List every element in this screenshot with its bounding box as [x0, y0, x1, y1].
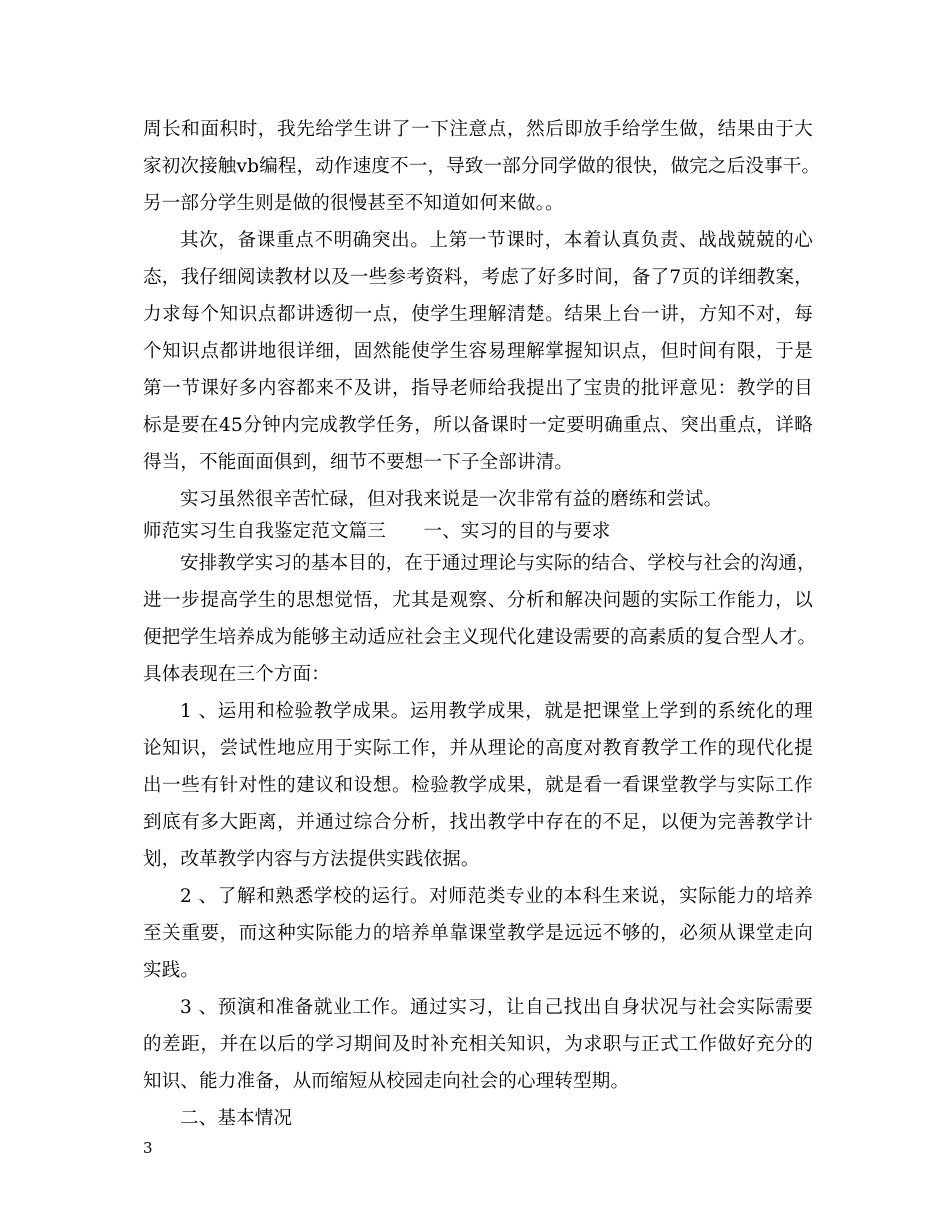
body-text-line: 力求每个知识点都讲透彻一点，使学生理解清楚。结果上台一讲，方知不对，每	[143, 304, 813, 325]
body-text-line: 具体表现在三个方面：	[143, 664, 331, 685]
body-text-line: 家初次接触vb编程，动作速度不一，导致一部分同学做的很快，做完之后没事干。	[143, 156, 821, 177]
body-text-line: 安排教学实习的基本目的，在于通过理论与实际的结合、学校与社会的沟通，	[180, 553, 816, 574]
section-heading: 师范实习生自我鉴定范文篇三 一、实习的目的与要求	[143, 521, 611, 542]
body-text-line: 进一步提高学生的思想觉悟，尤其是观察、分析和解决问题的实际工作能力，以	[143, 590, 813, 611]
body-text-line: 便把学生培养成为能够主动适应社会主义现代化建设需要的高素质的复合型人才。	[143, 627, 817, 648]
body-text-line: 实习虽然很辛苦忙碌，但对我来说是一次非常有益的磨练和尝试。	[180, 489, 723, 510]
body-text-line: 论知识，尝试性地应用于实际工作，并从理论的高度对教育教学工作的现代化提	[143, 738, 813, 759]
body-text-line: 出一些有针对性的建议和设想。检验教学成果，就是看一看课堂教学与实际工作	[143, 775, 813, 796]
body-text-line: 周长和面积时，我先给学生讲了一下注意点，然后即放手给学生做，结果由于大	[143, 119, 813, 140]
body-text-line: 划，改革教学内容与方法提供实践依据。	[143, 849, 480, 870]
body-text-line: 标是要在45分钟内完成教学任务，所以备课时一定要明确重点、突出重点，详略	[143, 415, 813, 436]
page-number: 3	[143, 1139, 153, 1157]
list-item-text: 3 、预演和准备就业工作。通过实习，让自己找出自身状况与社会实际需要	[180, 997, 813, 1018]
body-text-line: 的差距，并在以后的学习期间及时补充相关知识，为求职与正式工作做好充分的	[143, 1034, 813, 1055]
body-text-line: 到底有多大距离，并通过综合分析，找出教学中存在的不足，以便为完善教学计	[143, 812, 813, 833]
body-text-line: 实践。	[143, 960, 200, 981]
list-item-text: 2 、了解和熟悉学校的运行。对师范类专业的本科生来说，实际能力的培养	[180, 886, 813, 907]
body-text-line: 知识、能力准备，从而缩短从校园走向社会的心理转型期。	[143, 1071, 630, 1092]
body-text-line: 其次，备课重点不明确突出。上第一节课时，本着认真负责、战战兢兢的心	[180, 230, 813, 251]
body-text-line: 得当，不能面面俱到，细节不要想一下子全部讲清。	[143, 452, 574, 473]
list-item-text: 1 、运用和检验教学成果。运用教学成果，就是把课堂上学到的系统化的理	[180, 701, 813, 722]
body-text-line: 至关重要，而这种实际能力的培养单靠课堂教学是远远不够的，必须从课堂走向	[143, 923, 813, 944]
body-text-line: 态，我仔细阅读教材以及一些参考资料，考虑了好多时间，备了7页的详细教案，	[143, 267, 813, 288]
subsection-heading: 二、基本情况	[180, 1108, 293, 1129]
body-text-line: 另一部分学生则是做的很慢甚至不知道如何来做。。	[143, 193, 564, 214]
body-text-line: 第一节课好多内容都来不及讲，指导老师给我提出了宝贵的批评意见：教学的目	[143, 378, 813, 399]
body-text-line: 个知识点都讲地很详细，固然能使学生容易理解掌握知识点，但时间有限，于是	[143, 341, 813, 362]
